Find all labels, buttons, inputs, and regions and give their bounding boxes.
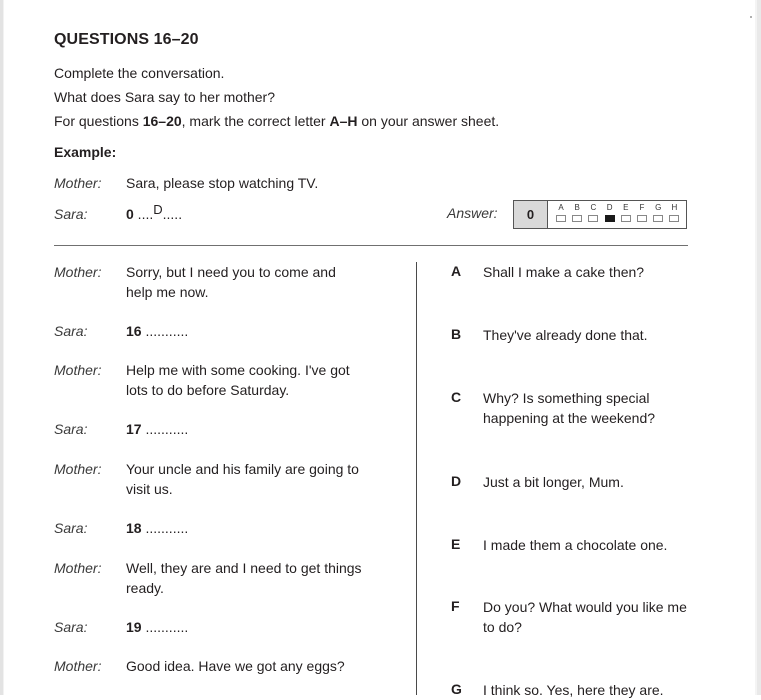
vertical-divider	[416, 262, 417, 695]
grid-box	[572, 215, 582, 222]
instruction-line-1: Complete the conversation.	[54, 65, 225, 81]
answer-dots: ...........	[141, 421, 189, 437]
question-number: 18	[126, 520, 142, 536]
grid-column	[603, 203, 617, 222]
example-mother-speaker: Mother:	[54, 175, 102, 191]
mother-line: Your uncle and his family are going to visit us.	[126, 461, 359, 497]
mother-line: Well, they are and I need to get things ready.	[126, 560, 362, 596]
speaker-label: Mother:	[54, 362, 102, 378]
question-number: 17	[126, 421, 142, 437]
sara-answer-blank	[126, 421, 188, 437]
speaker-label: Sara:	[54, 421, 88, 437]
answer-dots: ...........	[141, 619, 189, 635]
question-number: 19	[126, 619, 142, 635]
sara-answer-blank	[126, 520, 188, 536]
answer-sheet-box	[513, 200, 687, 229]
option-text: I made them a chocolate one.	[483, 537, 668, 553]
speaker-label: Mother:	[54, 658, 102, 674]
option-letter: F	[451, 598, 460, 614]
sara-answer-blank	[126, 619, 188, 635]
example-mother-line: Sara, please stop watching TV.	[126, 175, 319, 191]
grid-box	[556, 215, 566, 222]
page-edge-left-inner	[3, 0, 4, 695]
speaker-label: Sara:	[54, 520, 88, 536]
speaker-label: Mother:	[54, 264, 102, 280]
answer-number: 0	[514, 201, 548, 228]
grid-column	[586, 203, 600, 222]
question-range: 16–20	[142, 113, 182, 129]
grid-column	[651, 203, 665, 222]
speaker-label: Sara:	[54, 619, 88, 635]
speaker-label: Sara:	[54, 323, 88, 339]
instruction-text: For questions	[54, 113, 143, 129]
mother-line: Help me with some cooking. I've got lots to do before Saturday.	[126, 362, 350, 398]
speaker-label: Mother:	[54, 461, 102, 477]
letter-range: A–H	[329, 113, 358, 129]
mother-line: Good idea. Have we got any eggs?	[126, 658, 345, 674]
grid-box	[669, 215, 679, 222]
answer-dots: .....	[162, 206, 183, 222]
grid-letter: E	[623, 203, 629, 212]
option-letter: C	[451, 389, 462, 405]
grid-box	[621, 215, 631, 222]
option-letter: G	[451, 681, 462, 697]
grid-letter: C	[590, 203, 597, 212]
answer-dots: ...........	[141, 323, 189, 339]
grid-box	[653, 215, 663, 222]
grid-box	[637, 215, 647, 222]
grid-column	[667, 203, 681, 222]
example-answer-letter: D	[153, 202, 163, 217]
answer-dots: ...........	[141, 520, 189, 536]
option-letter: A	[451, 263, 462, 279]
option-text: They've already done that.	[483, 327, 648, 343]
scan-speck	[750, 16, 752, 18]
example-number: 0	[126, 206, 134, 222]
option-text: Do you? What would you like me to do?	[483, 599, 687, 635]
mother-line: Sorry, but I need you to come and help me now.	[126, 264, 336, 300]
grid-letter: B	[574, 203, 580, 212]
page-edge-right	[757, 0, 761, 695]
instruction-text: on your answer sheet.	[357, 113, 500, 129]
speaker-label: Mother:	[54, 560, 102, 576]
grid-column	[554, 203, 568, 222]
grid-box	[588, 215, 598, 222]
grid-letter: A	[558, 203, 564, 212]
instruction-line-2: What does Sara say to her mother?	[54, 89, 275, 105]
option-letter: B	[451, 326, 462, 342]
instruction-line-3	[54, 113, 499, 129]
grid-box-selected	[605, 215, 615, 222]
grid-letter: H	[671, 203, 678, 212]
option-text: Why? Is something special happening at the weekend?	[483, 390, 656, 426]
example-sara-speaker: Sara:	[54, 206, 88, 222]
grid-letter: G	[655, 203, 662, 212]
instruction-text: , mark the correct letter	[181, 113, 330, 129]
example-label: Example:	[54, 144, 117, 160]
answer-dots: ....	[133, 206, 154, 222]
grid-column	[619, 203, 633, 222]
option-text: Just a bit longer, Mum.	[483, 474, 624, 490]
page-title: QUESTIONS 16–20	[54, 31, 199, 48]
sara-answer-blank	[126, 323, 188, 339]
horizontal-divider	[54, 245, 688, 246]
option-letter: E	[451, 536, 461, 552]
option-text: Shall I make a cake then?	[483, 264, 645, 280]
grid-letter: F	[639, 203, 645, 212]
option-letter: D	[451, 473, 462, 489]
example-sara-answer	[126, 202, 183, 222]
option-text: I think so. Yes, here they are.	[483, 682, 664, 698]
grid-letter: D	[606, 203, 613, 212]
grid-column	[635, 203, 649, 222]
grid-column	[570, 203, 584, 222]
question-number: 16	[126, 323, 142, 339]
answer-label: Answer:	[447, 205, 498, 221]
